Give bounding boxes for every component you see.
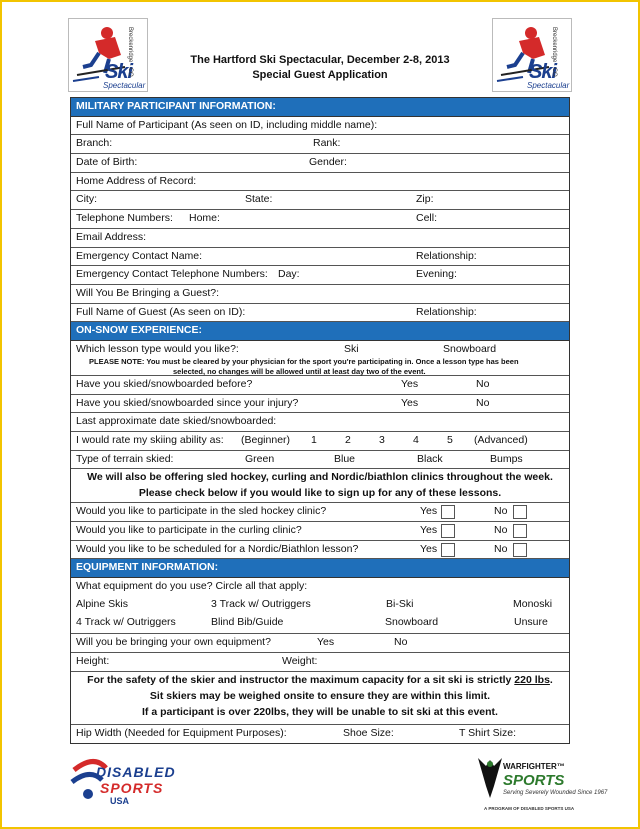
ws-logo-line4: A PROGRAM OF DISABLED SPORTS USA	[484, 806, 575, 811]
ability-rating-row[interactable]: I would rate my skiing ability as: (Beginner) 1 2 3 4 5 (Advanced)	[71, 432, 569, 451]
equip-blind-bib[interactable]: Blind Bib/Guide	[211, 616, 284, 629]
terrain-green[interactable]: Green	[245, 452, 275, 465]
logo-text: Ski	[529, 61, 557, 83]
section-header-military: MILITARY PARTICIPANT INFORMATION:	[71, 98, 569, 117]
ws-logo-line2: SPORTS	[503, 772, 565, 789]
ds-logo-line3: USA	[110, 796, 130, 806]
section-header-equipment: EQUIPMENT INFORMATION:	[71, 559, 569, 578]
terrain-blue[interactable]: Blue	[334, 452, 356, 465]
application-form	[70, 97, 570, 744]
emergency-contact-row[interactable]: Emergency Contact Name: Relationship:	[71, 248, 569, 267]
equipment-options-row[interactable]: What equipment do you use? Circle all that apply: Alpine Skis 3 Track w/ Outriggers Bi-Ski Monoski 4 Track w/ Outriggers Blind Bib/Guide Snowboard Unsure	[71, 578, 569, 634]
sled-hockey-yes-checkbox[interactable]	[441, 505, 455, 519]
city-state-zip-row[interactable]: City: State: Zip:	[71, 191, 569, 210]
lesson-note-line1: PLEASE NOTE: You must be cleared by your physician for the sport you're participating in. Once a lesson type has been	[89, 356, 519, 366]
nordic-yes-checkbox[interactable]	[441, 543, 455, 557]
lesson-note-line2: selected, no changes will be allowed until at least day two of the event.	[173, 366, 426, 376]
document-subtitle: Special Guest Application	[252, 69, 388, 81]
terrain-row[interactable]: Type of terrain skied: Green Blue Black Bumps	[71, 451, 569, 470]
last-date-field[interactable]: Last approximate date skied/snowboarded:	[71, 413, 569, 432]
own-equipment-row[interactable]: Will you be bringing your own equipment? Yes No	[71, 634, 569, 653]
equip-bi-ski[interactable]: Bi-Ski	[386, 598, 414, 611]
ski-spectacular-logo-left	[68, 18, 148, 92]
full-name-field[interactable]: Full Name of Participant (As seen on ID, including middle name):	[71, 117, 569, 136]
guest-name-row[interactable]: Full Name of Guest (As seen on ID): Relationship:	[71, 304, 569, 323]
hip-shoe-shirt-row[interactable]: Hip Width (Needed for Equipment Purposes): Shoe Size: T Shirt Size:	[76, 726, 516, 739]
nordic-row[interactable]: Would you like to be scheduled for a Nordic/Biathlon lesson? Yes No	[71, 541, 569, 560]
option-no[interactable]: No	[476, 396, 490, 409]
option-yes[interactable]: Yes	[401, 377, 419, 390]
equip-alpine-skis[interactable]: Alpine Skis	[76, 598, 128, 611]
option-yes[interactable]: Yes	[317, 636, 335, 649]
branch-rank-row[interactable]: Branch: Rank:	[71, 135, 569, 154]
option-ski[interactable]: Ski	[344, 342, 359, 355]
sled-hockey-row[interactable]: Would you like to participate in the sled hockey clinic? Yes No	[71, 503, 569, 522]
option-snowboard[interactable]: Snowboard	[443, 342, 497, 355]
ws-logo-line1: WARFIGHTER™	[503, 762, 565, 771]
emergency-phone-row[interactable]: Emergency Contact Telephone Numbers: Day: Evening:	[71, 266, 569, 285]
ws-logo-line3: Serving Severely Wounded Since 1967	[503, 790, 608, 796]
equip-3-track[interactable]: 3 Track w/ Outriggers	[211, 598, 311, 611]
ski-spectacular-logo-right	[492, 18, 572, 92]
home-address-field[interactable]: Home Address of Record:	[71, 173, 569, 192]
warfighter-figure-icon	[476, 756, 504, 800]
skied-since-injury-row[interactable]: Have you skied/snowboarded since your injury? Yes No	[71, 395, 569, 414]
nordic-no-checkbox[interactable]	[513, 543, 527, 557]
skied-before-row[interactable]: Have you skied/snowboarded before? Yes No	[71, 376, 569, 395]
logo-vertical-text: Breckenridge · CO	[551, 27, 557, 77]
logo-vertical-text: Breckenridge · CO	[127, 27, 133, 77]
section-header-on-snow: ON-SNOW EXPERIENCE:	[71, 322, 569, 341]
logo-subtext: Spectacular	[527, 81, 570, 90]
curling-yes-checkbox[interactable]	[441, 524, 455, 538]
option-no[interactable]: No	[476, 377, 490, 390]
telephone-row[interactable]: Telephone Numbers: Home: Cell:	[71, 210, 569, 229]
equip-monoski[interactable]: Monoski	[513, 598, 553, 611]
height-weight-row[interactable]: Height: Weight:	[71, 653, 569, 672]
terrain-bumps[interactable]: Bumps	[490, 452, 523, 465]
ds-logo-line2: SPORTS	[100, 780, 164, 796]
equip-snowboard[interactable]: Snowboard	[385, 616, 439, 629]
option-no[interactable]: No	[394, 636, 408, 649]
logo-text: Ski	[105, 61, 133, 83]
rating-2[interactable]: 2	[345, 434, 351, 446]
rating-4[interactable]: 4	[413, 434, 419, 446]
sit-ski-safety-notice: For the safety of the skier and instructor the maximum capacity for a sit ski is strictly 220 lbs. Sit skiers may be weighed onsite to ensure they are within this limit. If a participant is over 220lbs, they will be unable to sit ski at this event.	[71, 672, 569, 725]
document-title: The Hartford Ski Spectacular, December 2-8, 2013	[190, 54, 450, 66]
terrain-black[interactable]: Black	[417, 452, 443, 465]
dob-gender-row[interactable]: Date of Birth: Gender:	[71, 154, 569, 173]
email-field[interactable]: Email Address:	[71, 229, 569, 248]
equip-4-track[interactable]: 4 Track w/ Outriggers	[76, 616, 176, 629]
guest-question-field[interactable]: Will You Be Bringing a Guest?:	[71, 285, 569, 304]
logo-subtext: Spectacular	[103, 81, 146, 90]
curling-no-checkbox[interactable]	[513, 524, 527, 538]
sled-hockey-no-checkbox[interactable]	[513, 505, 527, 519]
lesson-type-row[interactable]: Which lesson type would you like?: Ski Snowboard PLEASE NOTE: You must be cleared by your physician for the sport you're participating in. Once a lesson type has been selected, no changes will be allowed until at least day two of the event.	[71, 341, 569, 376]
rating-1[interactable]: 1	[311, 434, 317, 446]
equip-unsure[interactable]: Unsure	[514, 616, 548, 629]
rating-5[interactable]: 5	[447, 434, 453, 446]
clinic-offer-notice: We will also be offering sled hockey, curling and Nordic/biathlon clinics throughout the week. Please check below if you would like to sign up for any of these lessons.	[71, 469, 569, 503]
curling-row[interactable]: Would you like to participate in the curling clinic? Yes No	[71, 522, 569, 541]
ds-logo-line1: DISABLED	[96, 764, 176, 780]
option-yes[interactable]: Yes	[401, 396, 419, 409]
rating-3[interactable]: 3	[379, 434, 385, 446]
